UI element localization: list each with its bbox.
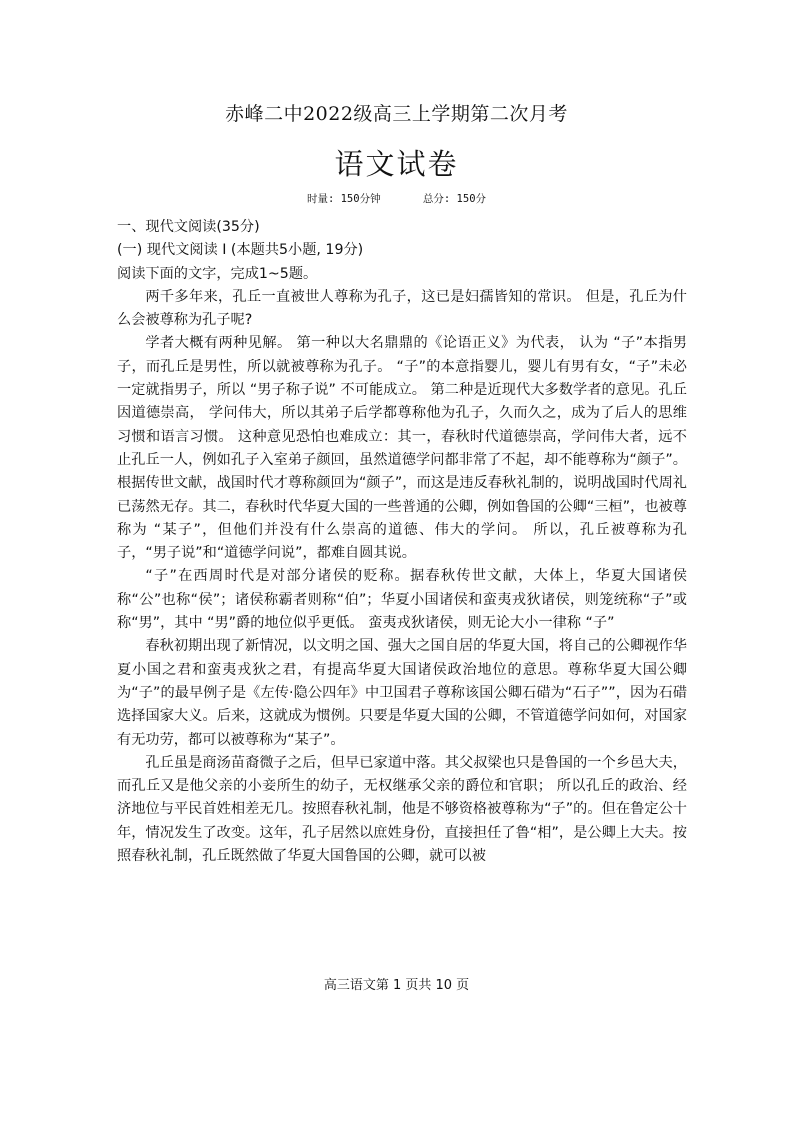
paragraph-4: 春秋初期出现了新情况，以文明之国、强大之国自居的华夏大国，将自己的公卿视作华夏小国之君和蛮夷戎狄之君，有提高华夏大国诸侯政治地位的意思。尊称华夏大国公卿为“子”的最早例子是《左传·隐公四年》中卫国君子尊称该国公卿石碏为“石子””，因为石碏选择国家大义。后来，这就成为惯例。只要是华夏大国的公卿，不管道德学问如何，对国家有无功劳，都可以被尊称为“某子”。 xyxy=(117,638,687,748)
exam-content xyxy=(117,216,687,868)
paragraph-5: 孔丘虽是商汤苗裔微子之后，但早已家道中落。其父叔梁也只是鲁国的一个乡邑大夫，而孔丘又是他父亲的小妾所生的幼子，无权继承父亲的爵位和官职； 所以孔丘的政治、经济地位与平民首姓相差无几。按照春秋礼制，他是不够资格被尊称为“子”的。但在鲁定公十年，情况发生了改变。这年，孔子居然以庶姓身份，直接担任了鲁“相”，是公卿上大夫。按照春秋礼制，孔丘既然做了华夏大国鲁国的公卿，就可以被 xyxy=(117,754,687,865)
paragraph-2: 学者大概有两种见解。 第一种以大名鼎鼎的《论语正义》为代表， 认为 “子”本指男子，而孔丘是男性，所以就被尊称为孔子。 “子”的本意指婴儿，婴儿有男有女，“子”未必一定就指男子，所以 “男子称子说” 不可能成立。 第二种是近现代大多数学者的意见。孔丘因道德崇高， 学问伟大，所以其弟子后学都尊称他为孔子，久而久之，成为了后人的思维习惯和语言习惯。 这种意见恐怕也难成立：其一，春秋时代道德崇高，学问伟大者，远不止孔丘一人，例如孔子入室弟子颜回，虽然道德学问都非常了不起，却不能尊称为“颜子”。根据传世文献，战国时代才尊称颜回为“颜子”，而这是违反春秋礼制的，说明战国时代周礼已荡然无存。其二，春秋时代华夏大国的一些普通的公卿，例如鲁国的公卿“三桓”，也被尊称为 “某子”，但他们并没有什么崇高的道德、伟大的学问。 所以，孔丘被尊称为孔子，“男子说”和“道德学问说”，都难自圆其说。 xyxy=(117,335,687,562)
exam-meta xyxy=(0,191,793,206)
school-exam-title: 赤峰二中2022级高三上学期第二次月考 xyxy=(225,103,568,125)
reading-instruction: 阅读下面的文字，完成1~5题。 xyxy=(117,265,318,282)
sub-section-heading: (一) 现代文阅读 Ⅰ (本题共5小题, 19分) xyxy=(117,242,364,259)
paragraph-1: 两千多年来，孔丘一直被世人尊称为孔子，这已是妇孺皆知的常识。 但是，孔丘为什么会被尊称为孔子呢? xyxy=(117,288,687,329)
section-heading: 一、现代文阅读(35分) xyxy=(117,219,260,235)
subject-title: 语文试卷 xyxy=(334,147,459,181)
paragraph-3: “子”在西周时代是对部分诸侯的贬称。据春秋传世文献，大体上，华夏大国诸侯称“公”也称“侯”；诸侯称霸者则称“伯”；华夏小国诸侯和蛮夷戎狄诸侯，则笼统称“子”或称“男”，其中 “男”爵的地位似乎更低。 蛮夷戎狄诸侯，则无论大小一律称 “子” xyxy=(117,568,687,632)
score-info: 总分: 150分 xyxy=(422,193,487,205)
time-info: 时量: 150分钟 xyxy=(306,193,381,205)
page-footer: 高三语文第 1 页共 10 页 xyxy=(323,978,470,993)
